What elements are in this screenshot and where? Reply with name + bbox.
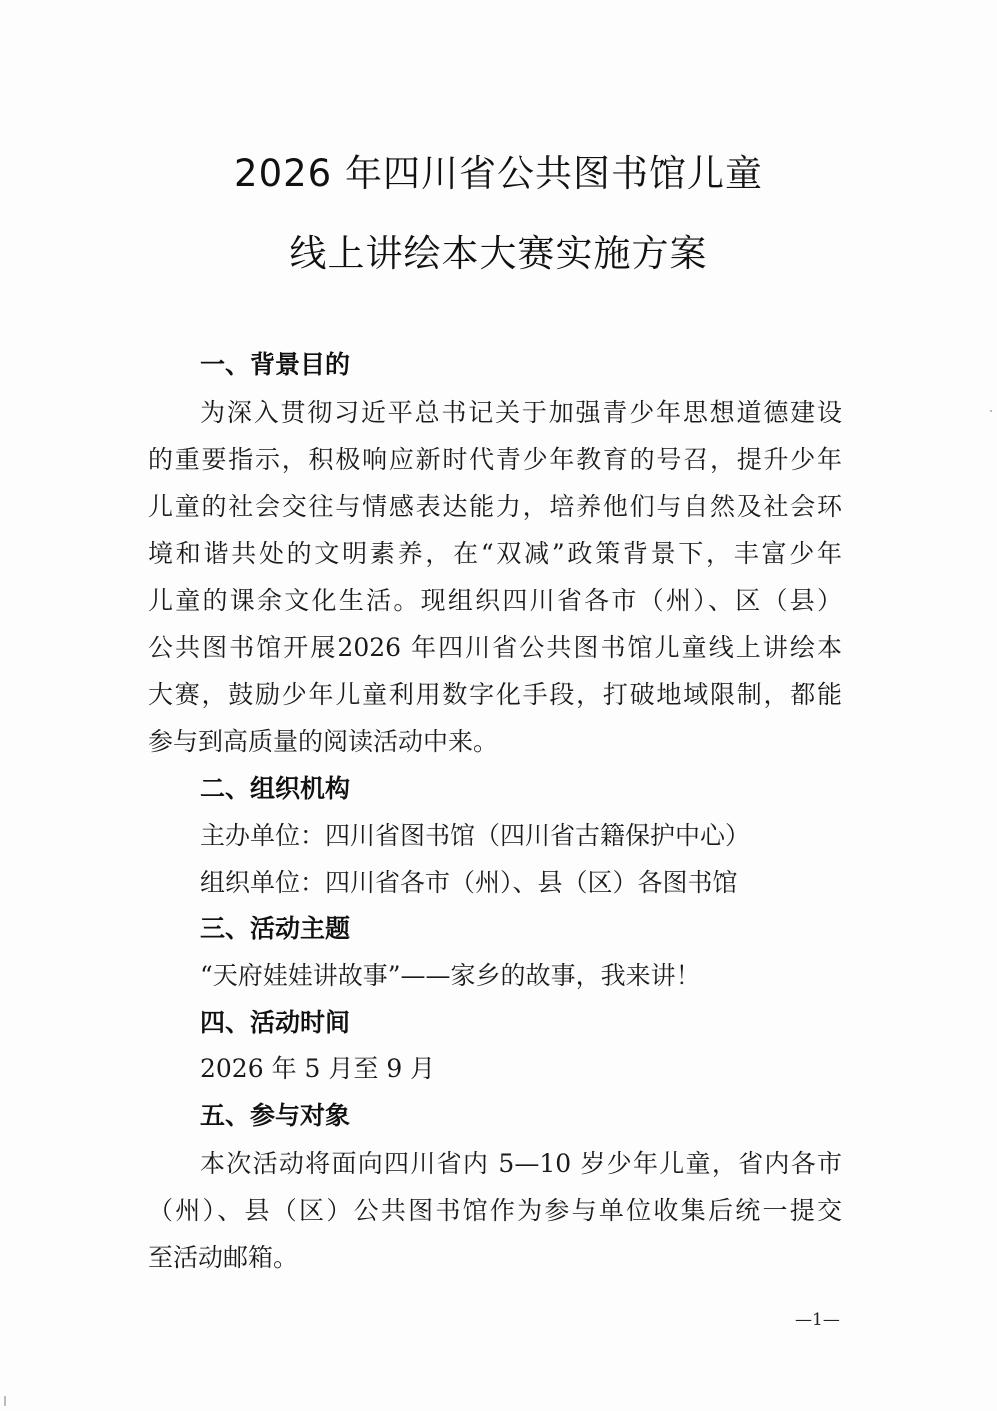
- section-heading-time: 四、活动时间: [200, 1008, 351, 1037]
- scan-speck: [990, 410, 992, 412]
- host-unit-line: 主办单位：四川省图书馆（四川省古籍保护中心）: [200, 821, 751, 850]
- paragraph-line: 的重要指示，积极响应新时代青少年教育的号召，提升少年: [148, 445, 842, 474]
- section-heading-theme: 三、活动主题: [200, 914, 351, 943]
- paragraph-line: 为深入贯彻习近平总书记关于加强青少年思想道德建设: [200, 398, 842, 427]
- paragraph-line: 参与到高质量的阅读活动中来。: [148, 727, 499, 756]
- paragraph-line: 至活动邮箱。: [148, 1243, 299, 1272]
- paragraph-line: 本次活动将面向四川省内 5—10 岁少年儿童，省内各市: [200, 1149, 842, 1178]
- time-line: 2026 年 5 月至 9 月: [200, 1054, 436, 1083]
- document-title-line-2: 线上讲绘本大赛实施方案: [289, 232, 708, 275]
- section-heading-background: 一、背景目的: [200, 350, 351, 379]
- theme-line: “天府娃娃讲故事”——家乡的故事，我来讲！: [200, 961, 701, 990]
- paragraph-line: 境和谐共处的文明素养，在“双减”政策背景下，丰富少年: [148, 539, 842, 568]
- paragraph-line: 儿童的社会交往与情感表达能力，培养他们与自然及社会环: [148, 492, 842, 521]
- organizer-unit-line: 组织单位：四川省各市（州）、县（区）各图书馆: [200, 868, 738, 897]
- paragraph-line: 儿童的课余文化生活。现组织四川省各市（州）、区（县）: [148, 586, 842, 615]
- page-number: —1—: [795, 1310, 840, 1330]
- document-title-line-1: 2026 年四川省公共图书馆儿童: [234, 152, 763, 195]
- section-heading-participants: 五、参与对象: [200, 1101, 351, 1130]
- paragraph-line: （州）、县（区）公共图书馆作为参与单位收集后统一提交: [148, 1196, 842, 1225]
- paragraph-line: 大赛，鼓励少年儿童利用数字化手段，打破地域限制，都能: [148, 680, 842, 709]
- scan-speck: [4, 1396, 6, 1406]
- section-heading-organization: 二、组织机构: [200, 774, 351, 803]
- paragraph-line: 公共图书馆开展2026 年四川省公共图书馆儿童线上讲绘本: [148, 633, 842, 662]
